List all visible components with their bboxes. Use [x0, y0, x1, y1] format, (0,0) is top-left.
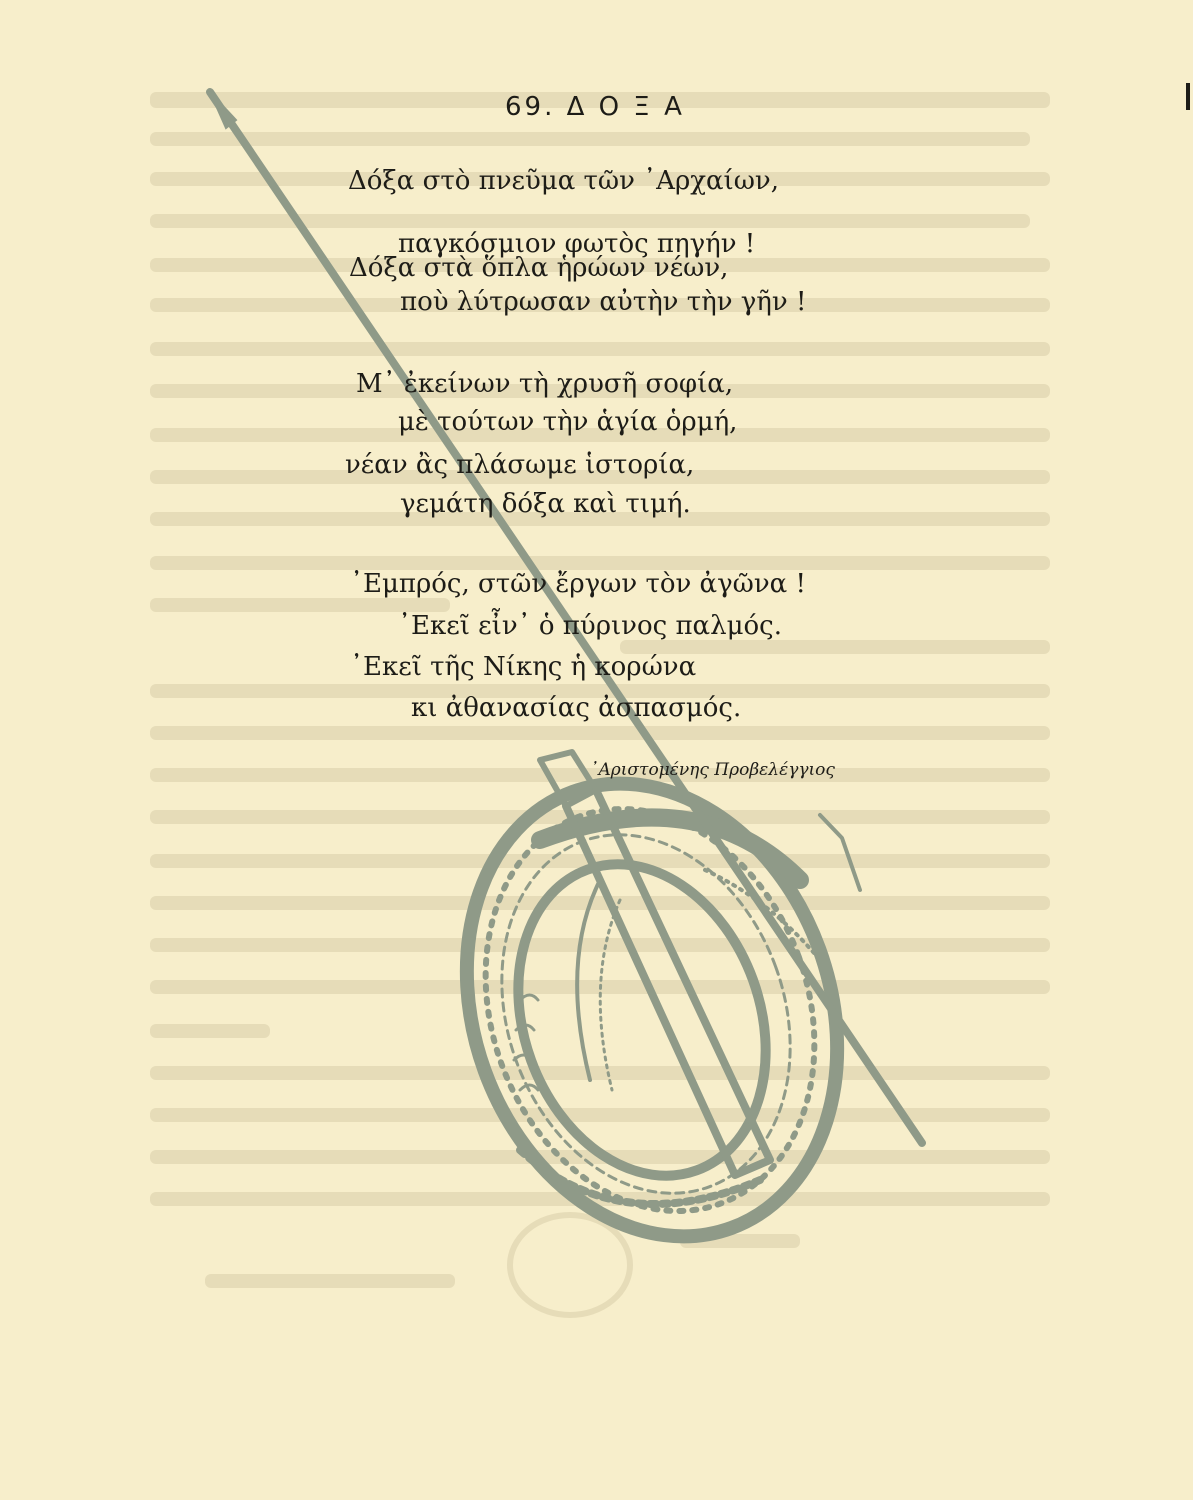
margin-tick [1186, 83, 1190, 110]
poem-title: 69. Δ Ο Ξ Α [505, 92, 685, 122]
poem-line: ᾿Εμπρός, στῶν ἔργων τὸν ἀγῶνα ! [350, 569, 806, 599]
poem-line: Δόξα στὸ πνεῦμα τῶν ᾿Αρχαίων, [348, 166, 780, 196]
poem-line: κι ἀθανασίας ἀσπασμός. [411, 693, 742, 723]
poem-line: παγκόσμιον φωτὸς πηγήν ! [398, 229, 756, 259]
poem-line: μὲ τούτων τὴν ἁγία ὁρμή, [398, 407, 738, 437]
poem-line: γεμάτη δόξα καὶ τιμή. [400, 489, 691, 519]
poem-line: Μ᾿ ἐκείνων τὴ χρυσῆ σοφία, [356, 369, 734, 399]
poem-line: Δόξα στὰ ὅπλα ἡρώων νέων, [349, 253, 729, 283]
poem-line: ᾿Εκεῖ εἶν᾿ ὁ πύρινος παλμός. [398, 611, 782, 641]
poem-line: ποὺ λύτρωσαν αὐτὴν τὴν γῆν ! [400, 287, 807, 317]
poem-line: νέαν ἂς πλάσωμε ἱστορία, [345, 450, 695, 480]
poem-signature: ᾿Αριστομένης Προβελέγγιος [590, 760, 835, 780]
poem-line: ᾿Εκεῖ τῆς Νίκης ἡ κορώνα [350, 652, 697, 682]
